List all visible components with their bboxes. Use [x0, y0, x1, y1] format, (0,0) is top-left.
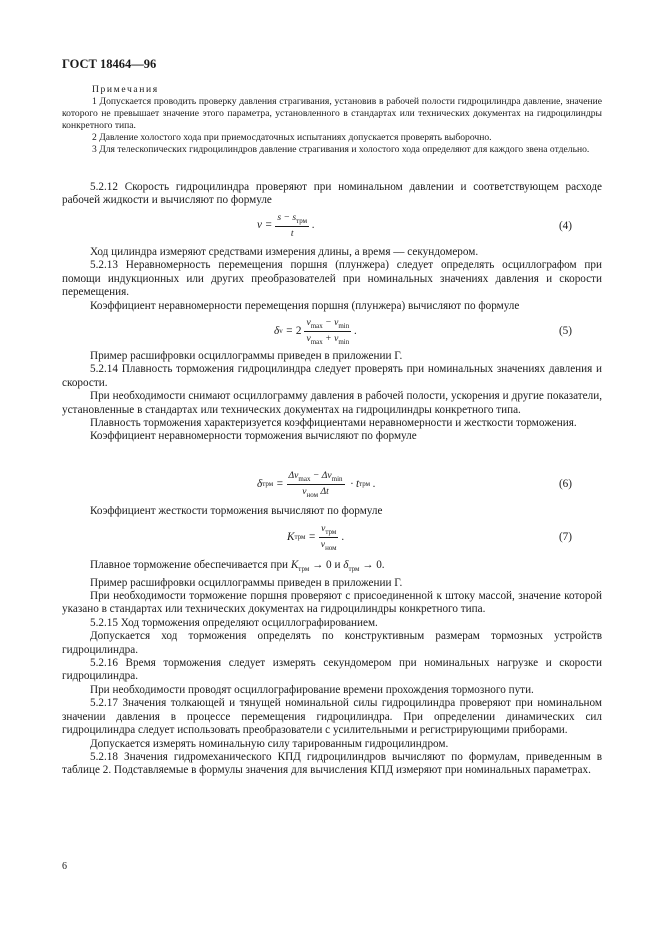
paragraph-text: При необходимости торможение поршня проверяют с присоединенной к штоку массой, значение которой указано в стандартах или технических документах на гидроцилиндры конкретного типа.: [62, 590, 602, 616]
condition-arrow-2: → 0.: [362, 559, 385, 571]
paragraph-text: 5.2.14 Плавность торможения гидроцилиндра следует проверять при номинальных значениях давления и скорости.: [62, 363, 602, 389]
formula-5-den-b: v: [334, 332, 339, 344]
formula-5-num-a: v: [306, 317, 311, 328]
formula-7-lhs: K: [287, 531, 295, 544]
formula-5-lhs: δ: [274, 325, 280, 338]
paragraph-text: При необходимости проводят осциллографирование времени прохождения тормозного пути.: [90, 683, 534, 696]
formula-6-num-a: Δv: [288, 470, 299, 481]
paragraph-text: 5.2.15 Ход торможения определяют осциллографированием.: [90, 616, 378, 629]
formula-7-den-sub: ном: [325, 543, 337, 552]
paragraph-text: Пример расшифровки осциллограммы приведен в приложении Г.: [90, 350, 403, 362]
formula-6-number: (6): [558, 478, 572, 490]
paragraph-text: Ход цилиндра измеряют средствами измерения длины, а время — секундомером.: [90, 246, 479, 258]
formula-5-den-b-sub: min: [338, 337, 350, 346]
paragraph-text: Плавность торможения характеризуется коэффициентами неравномерности и жесткости торможения.: [90, 417, 577, 430]
paragraph-5-2-12: [62, 181, 602, 208]
formula-6-mult-sub: трм: [359, 480, 371, 489]
formula-6-num-a-sub: max: [298, 474, 311, 483]
paragraph-text: Коэффициент неравномерности торможения вычисляют по формуле: [90, 430, 417, 443]
paragraph-condition: [62, 559, 602, 577]
note-item-1: 1 Допускается проводить проверку давления страгивания, установив в рабочей полости гидроцилиндра давление, значение которого не превышает значение этого параметра, установленного в стандартах или технических документах на гидроцилиндры конкретного типа.: [62, 96, 602, 131]
formula-4-num-b-sub: трм: [296, 216, 308, 225]
formula-4-num-a: s: [277, 212, 282, 223]
formula-5-num-a-sub: max: [310, 321, 323, 330]
formula-5-num-b-sub: min: [338, 321, 350, 330]
formula-7-num-sub: трм: [325, 527, 337, 536]
document-header: ГОСТ 18464—96: [62, 57, 157, 71]
formula-6-den-a-sub: ном: [306, 490, 319, 499]
page-number: 6: [62, 861, 67, 872]
note-item-3: 3 Для телескопических гидроцилиндров давление страгивания и холостого хода определяют для каждого звена отдельно.: [92, 144, 590, 155]
formula-7-num: v: [321, 523, 326, 534]
condition-k: K: [290, 559, 299, 571]
condition-arrow-1: → 0 и: [312, 559, 341, 571]
formula-4-lhs: v: [257, 219, 262, 232]
paragraph-5-2-14: [62, 350, 602, 444]
formula-6-num-b-sub: min: [331, 474, 343, 483]
paragraph-text: 5.2.16 Время торможения следует измерять секундомером при номинальных нагрузке и скорости гидроцилиндра.: [62, 657, 602, 683]
paragraph-text: Пример расшифровки осциллограммы приведен в приложении Г.: [90, 576, 403, 589]
condition-d: δ: [343, 559, 349, 571]
note-item-2: 2 Давление холостого хода при приемосдаточных испытаниях допускается проверять выборочно.: [92, 132, 492, 143]
formula-7-lhs-sub: трм: [294, 533, 306, 542]
paragraph-text: 5.2.12 Скорость гидроцилиндра проверяют при номинальном давлении и соответствующем расходе рабочей жидкости и вычисляют по формуле: [62, 181, 602, 207]
notes-title: Примечания: [92, 84, 159, 95]
formula-4-number: (4): [558, 220, 572, 232]
formula-5-num-b: v: [334, 317, 339, 328]
notes-block: [62, 84, 602, 156]
formula-6: δ трм = $\frac{\Delta v_{max} - \Delta v_{min}}{v_{ном} \Delta t}$ · t трм . (6): [257, 470, 572, 499]
formula-4-den: t: [290, 227, 294, 239]
paragraph-text: 5.2.13 Неравномерность перемещения поршня (плунжера) следует определять осциллографом при помощи индукционных или других преобразователей при номинальных значениях давления и скорости перемещения.: [62, 259, 602, 299]
formula-6-lhs-sub: трм: [262, 480, 274, 489]
condition-d-sub: трм: [348, 565, 360, 574]
paragraph-stiffness: [62, 505, 602, 518]
formula-5-coef: 2: [295, 325, 302, 338]
formula-7-den: v: [320, 538, 326, 550]
paragraph-5-2-15-to-5-2-18: [62, 559, 602, 778]
condition-k-sub: трм: [298, 565, 310, 574]
paragraph-text: Коэффициент неравномерности перемещения поршня (плунжера) вычисляют по формуле: [90, 299, 520, 312]
formula-6-mult: t: [355, 478, 360, 491]
formula-6-den-a: v: [302, 485, 307, 497]
paragraph-text: Коэффициент жесткости торможения вычисляют по формуле: [90, 505, 383, 517]
paragraph-text: Допускается измерять номинальную силу тарированным гидроцилиндром.: [90, 737, 449, 750]
formula-7-number: (7): [558, 531, 572, 543]
formula-6-lhs: δ: [257, 478, 263, 491]
formula-5-number: (5): [558, 325, 572, 337]
condition-text: Плавное торможение обеспечивается при: [90, 559, 289, 571]
paragraph-text: 5.2.18 Значения гидромеханического КПД гидроцилиндров вычисляют по формулам, приведенным в таблице 2. Подставляемые в формулы значения для вычисления КПД измеряют при номинальных параметрах.: [62, 750, 602, 777]
formula-5-den-a-sub: max: [310, 337, 323, 346]
formula-7: K трм = $\frac{v_{трм}}{v_{ном}}$ . (7): [287, 523, 572, 552]
paragraph-text: Допускается ход торможения определять по конструктивным размерам тормозных устройств гидроцилиндра.: [62, 630, 602, 656]
formula-6-num-b: Δv: [321, 470, 332, 481]
paragraph-5-2-13: [62, 246, 602, 313]
paragraph-text: При необходимости снимают осциллограмму давления в рабочей полости, ускорения и другие показатели, установленные в стандартах или технических документах на гидроцилиндры конкретного типа.: [62, 390, 602, 416]
formula-5: δ v = 2 $\frac{v_{max} - v_{min}}{v_{max} + v_{min}}$ . (5): [274, 317, 572, 346]
formula-4: v = $\frac{s - s_{трм}}{t}$ . (4): [257, 212, 572, 239]
formula-5-den-a: v: [306, 332, 311, 344]
formula-6-den-b: Δt: [320, 485, 329, 497]
paragraph-text: 5.2.17 Значения толкающей и тянущей номинальной силы гидроцилиндра проверяют при номинальном значении давления в процессе перемещения гидроцилиндра. При определении динамических сил гидроцилиндра следует использовать преобразователи с усилительными и регистрирующими приборами.: [62, 697, 602, 737]
formula-5-lhs-sub: v: [279, 327, 283, 336]
formula-4-num-b: s: [292, 212, 297, 223]
